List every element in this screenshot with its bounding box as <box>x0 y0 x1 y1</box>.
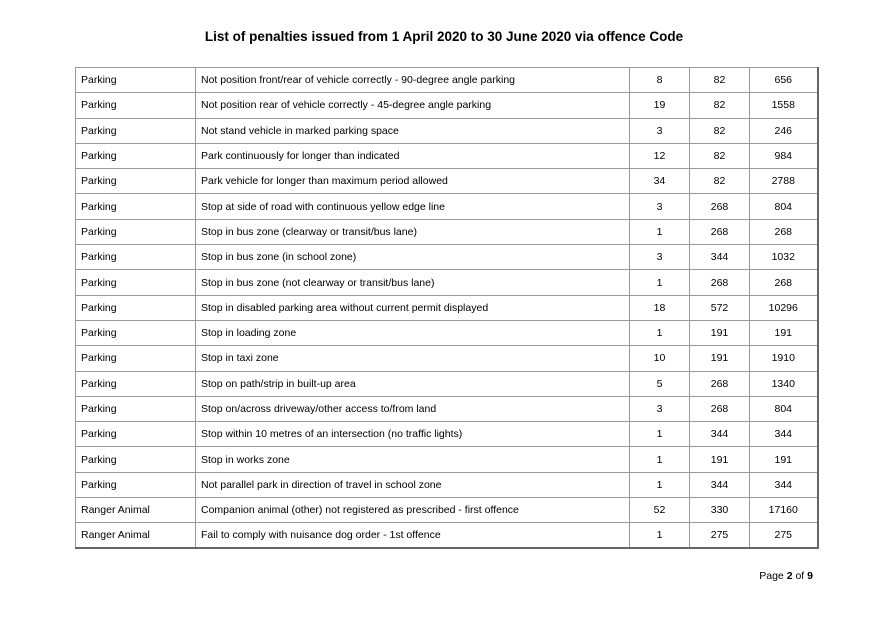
offence-cell: Stop at side of road with continuous yellow edge line <box>196 194 630 219</box>
category-cell: Parking <box>76 68 196 93</box>
total-amount-cell: 268 <box>750 270 818 295</box>
count-cell: 3 <box>630 194 690 219</box>
table-row <box>76 523 818 548</box>
category-cell: Parking <box>76 143 196 168</box>
penalty-amount-cell: 344 <box>690 472 750 497</box>
offence-cell: Companion animal (other) not registered as prescribed - first offence <box>196 498 630 523</box>
count-cell: 52 <box>630 498 690 523</box>
category-cell: Parking <box>76 320 196 345</box>
penalty-amount-cell: 191 <box>690 346 750 371</box>
total-amount-cell: 10296 <box>750 295 818 320</box>
penalty-amount-cell: 344 <box>690 245 750 270</box>
offence-cell: Stop in bus zone (in school zone) <box>196 245 630 270</box>
penalty-amount-cell: 572 <box>690 295 750 320</box>
count-cell: 1 <box>630 447 690 472</box>
table-row <box>76 498 818 523</box>
category-cell: Parking <box>76 346 196 371</box>
category-cell: Parking <box>76 219 196 244</box>
total-amount-cell: 275 <box>750 523 818 548</box>
count-cell: 1 <box>630 422 690 447</box>
total-amount-cell: 191 <box>750 447 818 472</box>
offence-cell: Stop in disabled parking area without current permit displayed <box>196 295 630 320</box>
page-title: List of penalties issued from 1 April 2020 to 30 June 2020 via offence Code <box>204 29 684 44</box>
count-cell: 12 <box>630 143 690 168</box>
total-amount-cell: 1910 <box>750 346 818 371</box>
table-row <box>76 447 818 472</box>
offence-cell: Stop in loading zone <box>196 320 630 345</box>
category-cell: Parking <box>76 472 196 497</box>
table-row <box>76 93 818 118</box>
category-cell: Parking <box>76 295 196 320</box>
penalty-amount-cell: 268 <box>690 219 750 244</box>
page-current: 2 <box>786 570 793 582</box>
category-cell: Parking <box>76 93 196 118</box>
offence-cell: Fail to comply with nuisance dog order - 1st offence <box>196 523 630 548</box>
penalty-amount-cell: 82 <box>690 169 750 194</box>
offence-cell: Stop in bus zone (clearway or transit/bus lane) <box>196 219 630 244</box>
total-amount-cell: 1032 <box>750 245 818 270</box>
offence-cell: Not position rear of vehicle correctly - 45-degree angle parking <box>196 93 630 118</box>
category-cell: Parking <box>76 422 196 447</box>
offence-cell: Stop in bus zone (not clearway or transit/bus lane) <box>196 270 630 295</box>
category-cell: Parking <box>76 194 196 219</box>
penalty-amount-cell: 82 <box>690 143 750 168</box>
category-cell: Parking <box>76 270 196 295</box>
count-cell: 1 <box>630 320 690 345</box>
penalties-table <box>75 67 819 549</box>
total-amount-cell: 804 <box>750 194 818 219</box>
table-row <box>76 245 818 270</box>
category-cell: Ranger Animal <box>76 523 196 548</box>
category-cell: Ranger Animal <box>76 498 196 523</box>
table-row <box>76 295 818 320</box>
page-label: Page <box>759 570 784 582</box>
total-amount-cell: 804 <box>750 396 818 421</box>
offence-cell: Park vehicle for longer than maximum period allowed <box>196 169 630 194</box>
penalty-amount-cell: 275 <box>690 523 750 548</box>
count-cell: 1 <box>630 523 690 548</box>
offence-cell: Stop on/across driveway/other access to/from land <box>196 396 630 421</box>
table-row <box>76 270 818 295</box>
total-amount-cell: 246 <box>750 118 818 143</box>
total-amount-cell: 344 <box>750 422 818 447</box>
total-amount-cell: 268 <box>750 219 818 244</box>
penalty-amount-cell: 82 <box>690 118 750 143</box>
table-row <box>76 118 818 143</box>
count-cell: 19 <box>630 93 690 118</box>
count-cell: 18 <box>630 295 690 320</box>
offence-cell: Stop in works zone <box>196 447 630 472</box>
penalty-amount-cell: 82 <box>690 68 750 93</box>
category-cell: Parking <box>76 118 196 143</box>
total-amount-cell: 984 <box>750 143 818 168</box>
penalty-amount-cell: 191 <box>690 320 750 345</box>
table-row <box>76 371 818 396</box>
penalties-table-body <box>76 68 818 549</box>
count-cell: 3 <box>630 245 690 270</box>
count-cell: 8 <box>630 68 690 93</box>
table-row <box>76 143 818 168</box>
penalty-amount-cell: 191 <box>690 447 750 472</box>
total-amount-cell: 344 <box>750 472 818 497</box>
count-cell: 10 <box>630 346 690 371</box>
penalty-amount-cell: 268 <box>690 270 750 295</box>
category-cell: Parking <box>76 396 196 421</box>
penalty-amount-cell: 268 <box>690 194 750 219</box>
count-cell: 34 <box>630 169 690 194</box>
penalty-amount-cell: 330 <box>690 498 750 523</box>
table-row <box>76 472 818 497</box>
table-row <box>76 169 818 194</box>
total-amount-cell: 17160 <box>750 498 818 523</box>
total-amount-cell: 2788 <box>750 169 818 194</box>
table-row <box>76 396 818 421</box>
penalty-amount-cell: 344 <box>690 422 750 447</box>
total-amount-cell: 191 <box>750 320 818 345</box>
total-amount-cell: 1558 <box>750 93 818 118</box>
count-cell: 3 <box>630 118 690 143</box>
table-row <box>76 68 818 93</box>
penalty-amount-cell: 82 <box>690 93 750 118</box>
offence-cell: Stop in taxi zone <box>196 346 630 371</box>
table-row <box>76 346 818 371</box>
table-row <box>76 320 818 345</box>
count-cell: 5 <box>630 371 690 396</box>
total-amount-cell: 1340 <box>750 371 818 396</box>
category-cell: Parking <box>76 371 196 396</box>
count-cell: 3 <box>630 396 690 421</box>
page-total: 9 <box>807 570 813 582</box>
count-cell: 1 <box>630 472 690 497</box>
table-row <box>76 422 818 447</box>
of-label: of <box>795 570 805 582</box>
penalty-amount-cell: 268 <box>690 396 750 421</box>
category-cell: Parking <box>76 245 196 270</box>
offence-cell: Not stand vehicle in marked parking space <box>196 118 630 143</box>
offence-cell: Not parallel park in direction of travel in school zone <box>196 472 630 497</box>
offence-cell: Stop within 10 metres of an intersection (no traffic lights) <box>196 422 630 447</box>
count-cell: 1 <box>630 270 690 295</box>
count-cell: 1 <box>630 219 690 244</box>
category-cell: Parking <box>76 447 196 472</box>
offence-cell: Stop on path/strip in built-up area <box>196 371 630 396</box>
table-row <box>76 219 818 244</box>
page-number <box>759 570 813 582</box>
total-amount-cell: 656 <box>750 68 818 93</box>
category-cell: Parking <box>76 169 196 194</box>
penalty-amount-cell: 268 <box>690 371 750 396</box>
offence-cell: Park continuously for longer than indicated <box>196 143 630 168</box>
table-row <box>76 194 818 219</box>
offence-cell: Not position front/rear of vehicle correctly - 90-degree angle parking <box>196 68 630 93</box>
